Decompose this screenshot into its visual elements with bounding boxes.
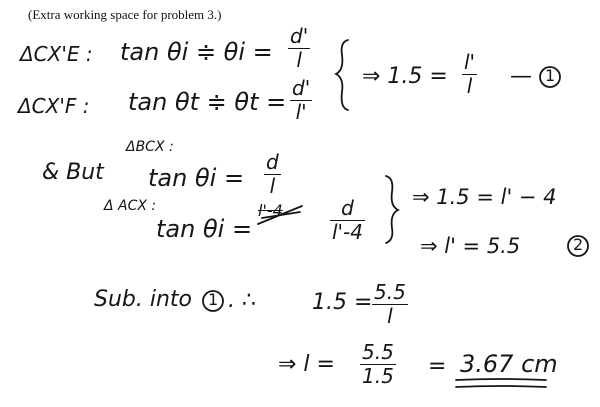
- fraction-d-prime-over-l-prime: d' l': [292, 76, 311, 124]
- curly-brace-2: [386, 176, 398, 243]
- triangle-cxe-label: ΔCX'E :: [20, 42, 93, 66]
- problem-heading: (Extra working space for problem 3.): [28, 7, 222, 22]
- tan-theta-t-approx: tan θt ≑ θt =: [128, 88, 287, 116]
- equation-tag-1: 1: [545, 66, 556, 85]
- final-equals: =: [428, 354, 447, 379]
- result-equation-2: ⇒ 1.5 = l' − 4: [412, 185, 557, 209]
- therefore-symbol: . ∴: [228, 288, 256, 313]
- final-answer: 3.67 cm: [460, 350, 558, 378]
- tan-theta-i-approx: tan θi ≑ θi =: [120, 38, 273, 66]
- final-lhs: ⇒ l =: [278, 352, 335, 377]
- circle-tag-2: [568, 236, 588, 256]
- tan-theta-i-line3: tan θi =: [148, 164, 245, 192]
- substitution-equation: 1.5 =: [312, 290, 373, 315]
- answer-underline-2: [456, 386, 546, 387]
- equation-dash: —: [510, 64, 532, 89]
- fraction-d-over-l: d l: [266, 150, 279, 198]
- fraction-d-over-l-prime-minus-4: d l'-4: [332, 196, 363, 244]
- crossed-out-term: l'-4: [258, 201, 283, 220]
- fraction-d-prime-over-l: d' l: [290, 24, 309, 72]
- triangle-cxf-label: ΔCX'F :: [18, 94, 90, 118]
- tan-theta-i-line4: tan θi =: [156, 215, 253, 243]
- circle-tag-3: [203, 291, 223, 311]
- triangle-bcx-label: ΔBCX :: [126, 139, 174, 155]
- equation-tag-2: 2: [573, 235, 584, 254]
- equation-tag-3: 1: [208, 290, 219, 309]
- fraction-5-5-over-l: 5.5 l: [374, 280, 406, 328]
- result-equation-1: ⇒ 1.5 =: [362, 64, 448, 89]
- triangle-acx-label: Δ ACX :: [104, 198, 157, 214]
- result-equation-3: ⇒ l' = 5.5: [420, 234, 521, 258]
- fraction-5-5-over-1-5: 5.5 1.5: [362, 340, 394, 388]
- circle-tag-1: [540, 67, 560, 87]
- curly-brace-1: [336, 40, 348, 110]
- fraction-l-prime-over-l: l' l: [464, 50, 476, 98]
- scribble-strike: [258, 206, 302, 224]
- but-label: & But: [42, 160, 104, 185]
- sub-into-label: Sub. into: [94, 287, 193, 312]
- answer-underline-1: [456, 379, 546, 380]
